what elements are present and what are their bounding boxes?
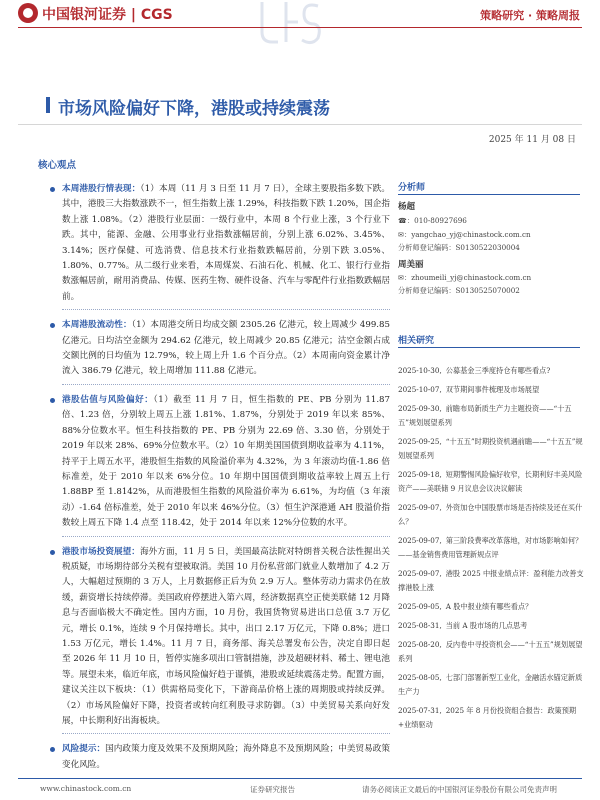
research-title: 港股 2025 中报业绩点评：盈利能力改善支撑港股上涨 <box>398 569 584 592</box>
research-date: 2025-10-07, <box>398 385 442 394</box>
section-divider <box>62 384 390 386</box>
research-date: 2025-09-18, <box>398 470 442 479</box>
analyst-phone: ☎：010-80927696 <box>398 216 467 225</box>
title-accent-bar <box>46 97 50 113</box>
research-date: 2025-09-07, <box>398 569 442 578</box>
research-item[interactable] <box>398 383 584 397</box>
report-date: 2025 年 11 月 08 日 <box>488 135 576 145</box>
research-item[interactable] <box>398 402 584 430</box>
research-title: 短期警惕风险偏好收窄，长期利好丰美风险资产——美联储 9 月议息会议决议解读 <box>398 470 583 493</box>
section-text: 海外方面，11 月 5 日，美国最高法院对特朗普关税合法性握出关税质疑，市场期待部分关税有望被取消。美国 10 月份私营部门就业人数增加了 4.2 万人，大幅超过预期的 3 万人，上月数据修正后为负 2.9 万人。整体劳动力需求仍在放缓，薪资增长持续停滞。美国政府停摆进入第六周，经济数据真空正使美联储 12 月降息与否面临极大不确定性。国内方面，10 月份，我国货物贸易进出口总值 3.7 万亿元，增长 0.1%，连续 9 个月保持增长。其中，出口 2.17 万亿元，下降 0.8%；进口 1.53 万亿元，增长 1.4%。11 月 7 日，商务部、海关总署发布公告，决定自即日起至 2026 年 11 月 10 日，暂停实施多项出口管制措施，涉及超硬材料、稀土、锂电池等。展望未来，临近年底，市场风险偏好趋于谨慎，港股或延续震荡走势。配置方面，建议关注以下板块：（1）供需格局变化下，下游商品价格上涨的周期股或持续反弹。（2）市场风险偏好下降，投资者或转向红利股寻求防御。（3）中美贸易关系向好发展，中长期利好出海板块。 <box>62 546 390 726</box>
section-liquidity <box>62 318 390 380</box>
analyst-email[interactable]: ✉：yangchao_yj@chinastock.com.cn <box>398 230 531 239</box>
footer-report-type: 证券研究报告 <box>250 785 295 794</box>
bullet-icon <box>50 187 55 192</box>
core-views-heading: 核心观点 <box>38 160 77 171</box>
research-title: 反内卷中寻投资机会——“十五五”规划展望系列 <box>398 640 583 663</box>
research-item[interactable] <box>398 704 584 732</box>
footer-website-link[interactable]: www.chinastock.com.cn <box>40 784 132 793</box>
research-date: 2025-08-05, <box>398 673 442 682</box>
section-divider <box>62 309 390 311</box>
research-item[interactable] <box>398 435 584 463</box>
related-research-divider <box>398 347 580 348</box>
report-category-tag: 策略研究 · 策略周报 <box>480 9 580 22</box>
research-title: 七部门部署新型工业化，金融活水锚定新质生产力 <box>398 673 583 696</box>
section-valuation <box>62 393 390 532</box>
research-title: 当前 A 股市场的几点思考 <box>445 621 528 630</box>
section-risk <box>62 742 390 773</box>
bullet-icon <box>50 550 55 555</box>
research-title: 外资加仓中国股票市场是否持续及还在买什么？ <box>398 503 583 526</box>
research-date: 2025-10-30, <box>398 366 442 375</box>
research-date: 2025-09-07, <box>398 503 442 512</box>
analyst-name: 杨超 <box>398 202 416 212</box>
bullet-icon <box>50 323 55 328</box>
cgs-logo-icon <box>18 3 38 23</box>
research-item[interactable] <box>398 638 584 666</box>
section-text: （1）本周（11 月 3 日至 11 月 7 日），全球主要股指多数下跌。其中，港股三大指数涨跌不一，恒生指数上涨 1.29%，科技指数下跌 1.20%，国企指数上涨 1.08%。（2）港股行业层面：一级行业中，本周 8 个行业上涨，3 个行业下跌。其中，能源、金融、公用事业行业指数涨幅居前，分别上涨 6.02%、3.45%、3.14%；医疗保健、可选消费、信息技术行业指数跌幅居前，分别下跌 3.05%、1.80%、0.77%。从二级行业来看，本周煤炭、石油石化、机械、化工、银行行业指数涨幅居前，耐用消费品、传媒、医药生物、硬件设备、汽车与零配件行业指数跌幅居前。 <box>62 184 390 302</box>
research-title: 前瞻布局新质生产力主题投资——“十五五”规划展望系列 <box>398 404 572 427</box>
research-item[interactable] <box>398 671 584 699</box>
brand-logo-text: 中国银河证券 | CGS <box>42 7 173 23</box>
research-date: 2025-09-30, <box>398 404 442 413</box>
section-divider <box>62 536 390 538</box>
research-item[interactable] <box>398 501 584 529</box>
research-title: 公募基金三季度持仓有哪些看点? <box>445 366 551 375</box>
section-heading: 本周港股流动性： <box>62 320 132 331</box>
core-views-body <box>62 182 390 777</box>
research-item[interactable] <box>398 364 584 378</box>
section-text: 国内政策力度及效果不及预期风险；海外降息不及预期风险；中美贸易政策变化风险。 <box>62 744 390 770</box>
section-outlook <box>62 545 390 730</box>
research-date: 2025-09-25, <box>398 437 442 446</box>
section-text: （1）截至 11 月 7 日，恒生指数的 PE、PB 分别为 11.87 倍、1.23 倍，分别较上周五上涨 1.81%、1.87%，分别处于 2019 年以来 85%、88%分位数水平。恒生科技指数的 PE、PB 分别为 22.69 倍、3.30 倍，分别处于 2019 年以来 28%、69%分位数水平。（2）10 年期美国国债到期收益率为 4.11%，持平于上周五水平，港股恒生指数的风险溢价率为 4.32%，为 3 年滚动均值-1.86 倍标准差，处于 2010 年以来 6%分位。10 年期中国国债到期收益率较上周五上行 1.88BP 至 1.8142%，从而港股恒生指数的风险溢价率为 6.61%，为均值（3 年滚动）-1.64 倍标准差，处于 2010 年以来 46%分位。（3）恒生沪深港通 AH 股溢价指数较上周五下降 1.4 点至 118.42，处于 2014 年以来 12%分位数的水平。 <box>62 394 390 529</box>
research-date: 2025-08-31, <box>398 621 442 630</box>
research-item[interactable] <box>398 567 584 595</box>
header-divider <box>18 27 582 28</box>
research-date: 2025-09-05, <box>398 602 442 611</box>
research-title: 双节期间事件梳理及市场展望 <box>445 385 540 394</box>
bullet-icon <box>50 398 55 403</box>
footer-disclaimer: 请务必阅读正文最后的中国银河证券股份有限公司免责声明 <box>362 785 557 794</box>
section-market-performance <box>62 182 390 305</box>
research-date: 2025-09-07, <box>398 536 442 545</box>
title-divider <box>18 124 582 125</box>
research-title: 第三阶段费率改革落地，对市场影响如何？——基金销售费用管理新规点评 <box>398 536 583 559</box>
related-research-heading: 相关研究 <box>398 336 435 346</box>
research-item[interactable] <box>398 600 584 614</box>
footer-divider <box>18 778 582 779</box>
analyst-cert: 分析师登记编码：S0130522030004 <box>398 243 520 252</box>
research-title: A 股中报业绩有哪些看点？ <box>445 602 533 611</box>
section-heading: 本周港股行情表现： <box>62 184 141 194</box>
analyst-name: 周美丽 <box>398 260 424 270</box>
section-heading: 港股市场投资展望： <box>62 546 140 557</box>
section-text: （1）本周港交所日均成交额 2305.26 亿港元，较上周减少 499.85 亿港元。日均沽空金额为 294.62 亿港元，较上周减少 20.85 亿港元；沽空金额占成交额比例的日均值为 12.79%，较上周上升 1.6 个百分点。（2）本周南向资金累计净流入 386.79 亿港元，较上周增加 111.88 亿港元。 <box>62 320 390 377</box>
section-heading: 风险提示： <box>62 744 106 755</box>
research-title: 2025 年 8 月份投资组合报告：政策预期+业绩驱动 <box>398 706 577 729</box>
research-item[interactable] <box>398 619 584 633</box>
research-date: 2025-08-20, <box>398 640 442 649</box>
section-divider <box>62 733 390 735</box>
research-date: 2025-07-31, <box>398 706 442 715</box>
report-title: 市场风险偏好下降，港股或持续震荡 <box>58 99 330 119</box>
section-heading: 港股估值与风险偏好： <box>62 394 154 405</box>
research-item[interactable] <box>398 534 584 562</box>
research-item[interactable] <box>398 468 584 496</box>
bullet-icon <box>50 747 55 752</box>
analyst-divider <box>398 194 580 195</box>
cgs-watermark-icon <box>258 2 324 46</box>
analyst-heading: 分析师 <box>398 183 426 193</box>
related-research-list <box>398 364 584 737</box>
research-title: “十五五”时期投资机遇前瞻——“十五五”规划展望系列 <box>398 437 583 460</box>
analyst-email[interactable]: ✉：zhoumeili_yj@chinastock.com.cn <box>398 273 532 282</box>
analyst-cert: 分析师登记编码：S0130525070002 <box>398 286 520 295</box>
